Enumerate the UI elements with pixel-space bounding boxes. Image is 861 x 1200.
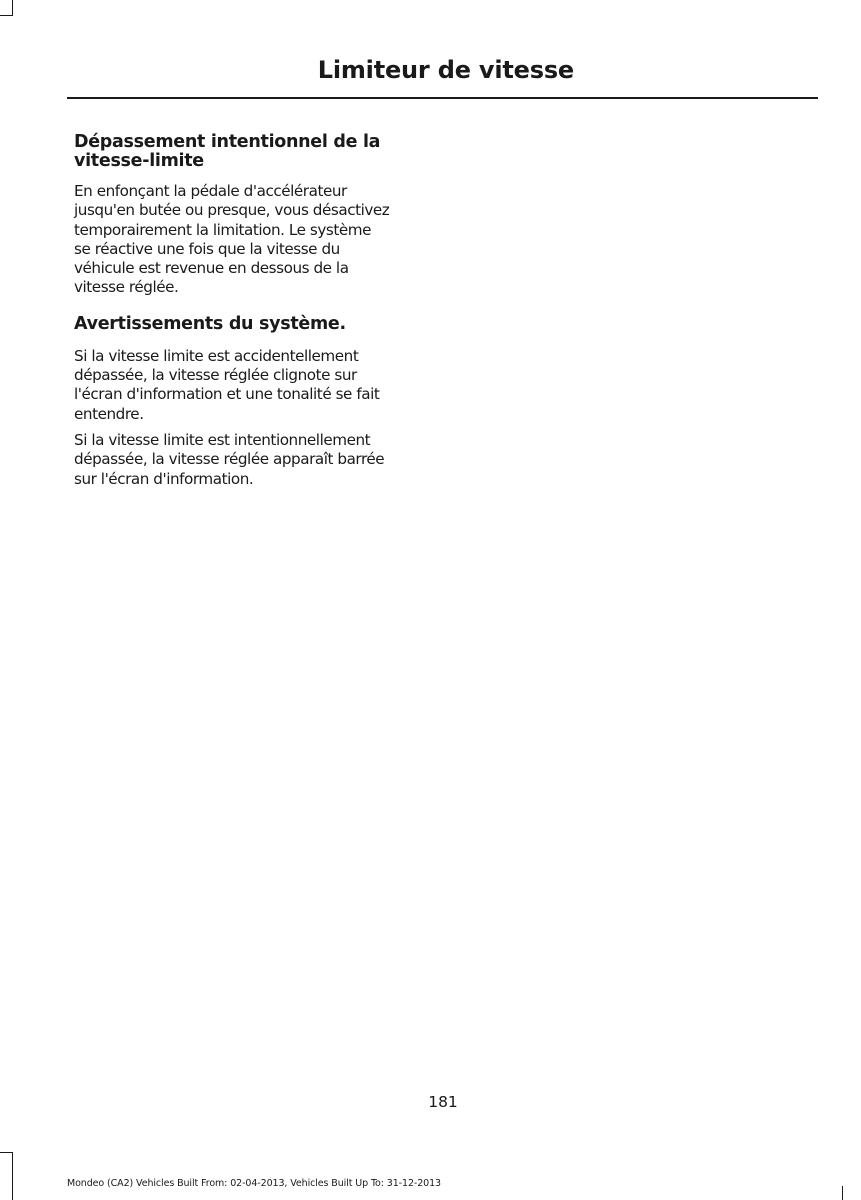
paragraph: En enfonçant la pédale d'accélérateur jusqu'en butée ou presque, vous désactivez temporairement la limitation. Le système se réactive une fois que la vitesse du véhicule est revenue en dessous de la vitesse réglée.	[74, 182, 390, 297]
header-rule	[67, 97, 818, 99]
crop-mark-top-left-horizontal	[0, 15, 13, 16]
content-column	[74, 133, 426, 496]
section-system-warnings	[74, 315, 426, 489]
section-intentional-overspeed	[74, 133, 426, 298]
page-header	[67, 52, 818, 88]
crop-mark-bottom-left-horizontal	[0, 1152, 13, 1153]
crop-mark-bottom-left-vertical	[12, 1152, 13, 1200]
section-heading: Dépassement intentionnel de la vitesse-limite	[74, 132, 381, 171]
paragraph: Si la vitesse limite est intentionnellement dépassée, la vitesse réglée apparaît barrée sur l'écran d'information.	[74, 430, 385, 488]
section-heading: Avertissements du système.	[74, 313, 346, 334]
page-number: 181	[428, 1093, 458, 1111]
crop-mark-top-left-vertical	[12, 0, 13, 16]
page-title: Limiteur de vitesse	[317, 56, 574, 84]
crop-mark-bottom-right-vertical	[842, 1186, 843, 1200]
paragraph: Si la vitesse limite est accidentellement dépassée, la vitesse réglée clignote sur l'écran d'information et une tonalité se fait entendre.	[74, 346, 380, 423]
footer-vehicle-info: Mondeo (CA2) Vehicles Built From: 02-04-2013, Vehicles Built Up To: 31-12-2013	[67, 1178, 441, 1189]
